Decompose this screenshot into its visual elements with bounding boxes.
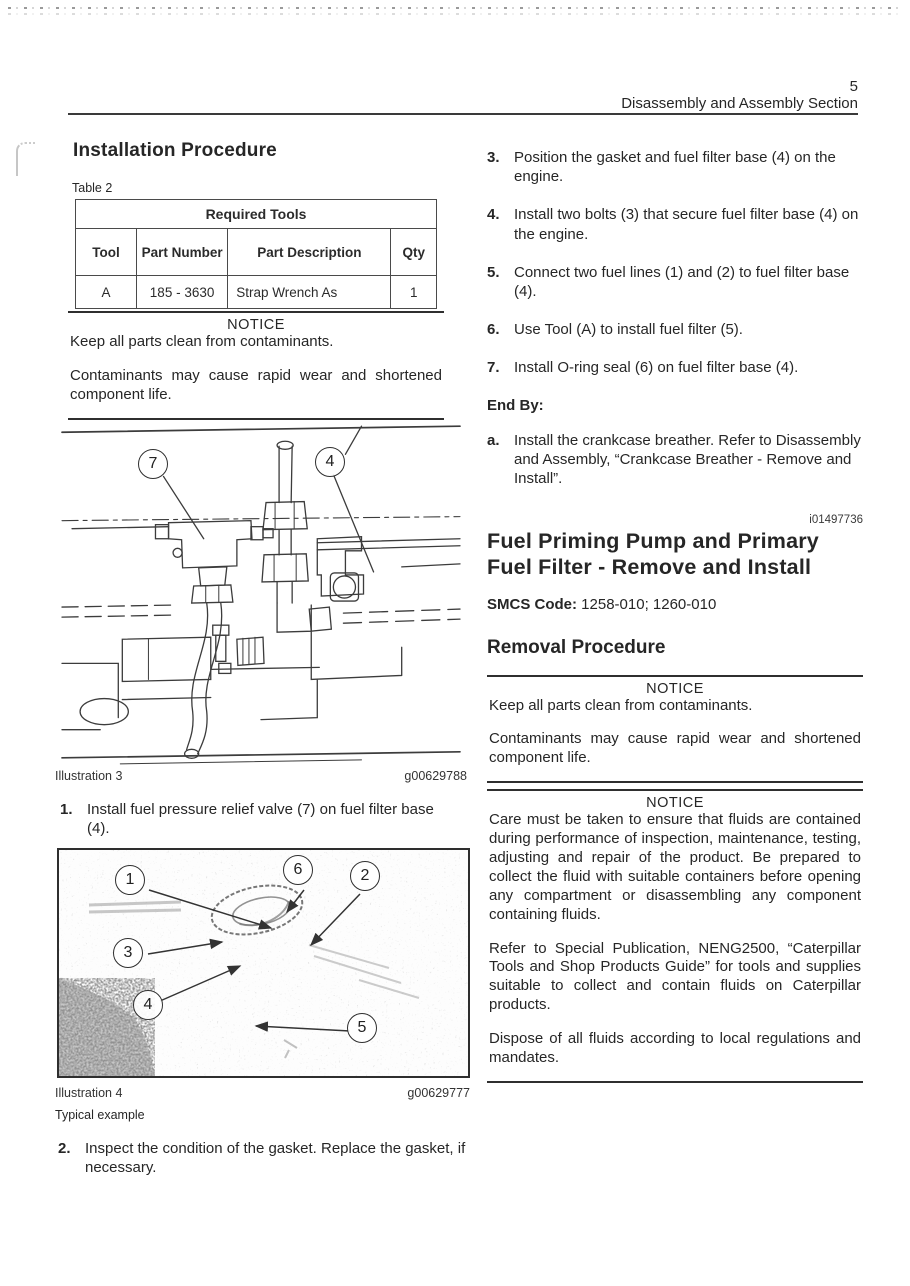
callout-2: 2 bbox=[350, 861, 380, 891]
illustration-label: Illustration 4 bbox=[55, 1086, 123, 1100]
section-title: Disassembly and Assembly Section bbox=[621, 95, 858, 112]
notice-text: Keep all parts clean from contaminants. bbox=[70, 333, 334, 350]
illustration-label: Illustration 3 bbox=[55, 769, 123, 783]
end-by-item-a bbox=[487, 431, 863, 489]
table-title: Required Tools bbox=[76, 200, 437, 229]
step-3 bbox=[487, 148, 863, 186]
step-number: 5. bbox=[487, 263, 500, 281]
notice-box bbox=[487, 789, 863, 1083]
cell-tool: A bbox=[76, 276, 137, 309]
callout-6: 6 bbox=[283, 855, 313, 885]
illustration-4-caption bbox=[55, 1086, 470, 1100]
scan-artifact-line bbox=[8, 7, 902, 9]
document-id: i01497736 bbox=[809, 514, 863, 527]
notice-text: Care must be taken to ensure that fluids are contained during performance of inspection, maintenance, testing, adjusting and repair of the product. Be prepared to collect the fluid with suitable containers before opening any compartment or disassembling any component containing fluids. bbox=[489, 811, 861, 923]
required-tools-table bbox=[75, 199, 437, 309]
step-number: 4. bbox=[487, 206, 500, 224]
scan-artifact-line bbox=[8, 13, 902, 15]
step-6 bbox=[487, 320, 863, 339]
smcs-label: SMCS Code: bbox=[487, 595, 582, 613]
smcs-value: 1258-010; 1260-010 bbox=[581, 595, 717, 613]
step-text: Position the gasket and fuel filter base (4) on the engine. bbox=[514, 149, 836, 186]
step-5 bbox=[487, 263, 863, 301]
step-7 bbox=[487, 358, 863, 377]
illustration-ref: g00629777 bbox=[407, 1086, 470, 1100]
cell-qty: 1 bbox=[391, 276, 437, 309]
notice-text: Keep all parts clean from contaminants. bbox=[489, 696, 753, 714]
step-1 bbox=[60, 800, 458, 838]
callout-1: 1 bbox=[115, 865, 145, 895]
step-text: Inspect the condition of the gasket. Replace the gasket, if necessary. bbox=[85, 1140, 466, 1177]
col-part-description: Part Description bbox=[228, 229, 391, 276]
step-text: Connect two fuel lines (1) and (2) to fuel filter base (4). bbox=[514, 263, 850, 300]
step-number: 3. bbox=[487, 149, 500, 166]
step-number: 6. bbox=[487, 321, 500, 339]
fuel-filter-base-line-art bbox=[60, 416, 462, 766]
notice-title: NOTICE bbox=[646, 680, 704, 697]
illustration-ref: g00629788 bbox=[404, 769, 467, 783]
callout-4: 4 bbox=[315, 447, 345, 477]
illustration-3-caption bbox=[55, 769, 467, 783]
callout-4: 4 bbox=[133, 990, 163, 1020]
notice-text: Dispose of all fluids according to local regulations and mandates. bbox=[489, 1030, 861, 1066]
notice-box bbox=[487, 675, 863, 784]
item-text: Install the crankcase breather. Refer to Disassembly and Assembly, “Crankcase Breather - Remove and Install”. bbox=[514, 431, 861, 487]
step-text: Install two bolts (3) that secure fuel filter base (4) on the engine. bbox=[514, 206, 859, 243]
step-number: 1. bbox=[60, 801, 73, 818]
notice-text: Refer to Special Publication, NENG2500, “Caterpillar Tools and Shop Products Guide” for tools and supplies suitable to collect and contain fluids on Caterpillar products. bbox=[489, 939, 861, 1014]
end-by-label: End By: bbox=[487, 396, 544, 414]
step-number: 7. bbox=[487, 359, 500, 377]
col-tool: Tool bbox=[76, 229, 137, 276]
step-number: 2. bbox=[58, 1140, 71, 1157]
removal-procedure-heading: Removal Procedure bbox=[487, 636, 666, 658]
step-4 bbox=[487, 205, 863, 243]
step-text: Install O-ring seal (6) on fuel filter base (4). bbox=[514, 359, 799, 377]
step-text: Use Tool (A) to install fuel filter (5). bbox=[514, 321, 743, 339]
illustration-4-photo bbox=[57, 848, 470, 1078]
notice-box bbox=[68, 311, 444, 420]
callout-5: 5 bbox=[347, 1013, 377, 1043]
table-label: Table 2 bbox=[72, 181, 113, 195]
right-column bbox=[487, 148, 863, 1083]
smcs-code-line bbox=[487, 596, 863, 613]
notice-text: Contaminants may cause rapid wear and shortened component life. bbox=[70, 366, 442, 403]
step-2 bbox=[58, 1139, 466, 1177]
col-part-number: Part Number bbox=[136, 229, 227, 276]
item-letter: a. bbox=[487, 431, 500, 449]
callout-3: 3 bbox=[113, 938, 143, 968]
scan-artifact-bracket bbox=[16, 142, 36, 176]
notice-title: NOTICE bbox=[646, 795, 704, 812]
step-text: Install fuel pressure relief valve (7) on fuel filter base (4). bbox=[87, 801, 434, 838]
notice-title: NOTICE bbox=[227, 317, 285, 333]
illustration-4-subcaption: Typical example bbox=[55, 1108, 145, 1122]
header-rule bbox=[68, 113, 858, 115]
page-number: 5 bbox=[849, 78, 858, 95]
cell-part-number: 185 - 3630 bbox=[136, 276, 227, 309]
cell-part-description: Strap Wrench As bbox=[228, 276, 391, 309]
col-qty: Qty bbox=[391, 229, 437, 276]
table-row bbox=[76, 276, 437, 309]
fuel-priming-pump-heading: Fuel Priming Pump and Primary Fuel Filter - Remove and Install bbox=[487, 529, 819, 580]
illustration-3-drawing bbox=[60, 416, 462, 766]
installation-procedure-heading: Installation Procedure bbox=[73, 140, 277, 161]
notice-text: Contaminants may cause rapid wear and shortened component life. bbox=[489, 730, 861, 767]
callout-7: 7 bbox=[138, 449, 168, 479]
